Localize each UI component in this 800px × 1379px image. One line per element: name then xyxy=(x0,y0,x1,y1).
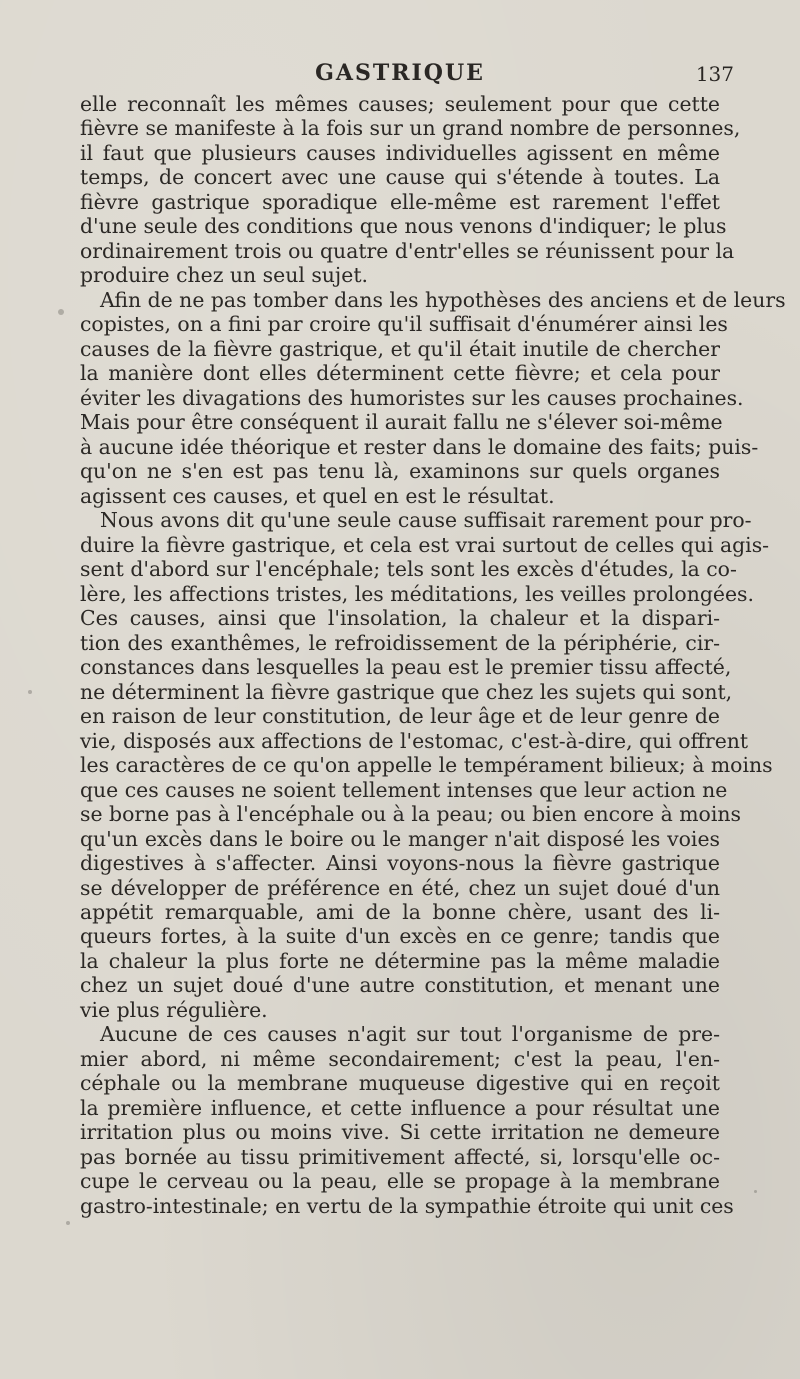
text-line: irritation plus ou moins vive. Si cette irritation ne demeure xyxy=(80,1120,720,1145)
paragraph xyxy=(80,92,741,288)
text-line: qu'un excès dans le boire ou le manger n'ait disposé les voies xyxy=(80,826,720,851)
text-line: se borne pas à l'encéphale ou à la peau; ou bien encore à moins xyxy=(80,802,741,827)
text-line: que ces causes ne soient tellement intenses que leur action ne xyxy=(80,777,728,802)
text-line: céphale ou la membrane muqueuse digestive qui en reçoit xyxy=(80,1071,720,1096)
text-line: causes de la fièvre gastrique, et qu'il était inutile de chercher xyxy=(80,336,720,361)
text-line: Afin de ne pas tomber dans les hypothèses des anciens et de leurs xyxy=(100,287,786,312)
text-line: en raison de leur constitution, de leur âge et de leur genre de xyxy=(80,704,720,729)
paragraph xyxy=(80,1022,734,1218)
text-line: cupe le cerveau ou la peau, elle se propage à la membrane xyxy=(80,1169,720,1194)
text-line: il faut que plusieurs causes individuelles agissent en même xyxy=(80,140,720,165)
text-line: gastro-intestinale; en vertu de la sympathie étroite qui unit ces xyxy=(80,1193,734,1218)
text-line: Mais pour être conséquent il aurait fallu ne s'élever soi-même xyxy=(80,410,723,435)
text-line: lère, les affections tristes, les méditations, les veilles prolongées. xyxy=(80,581,754,606)
text-line: Aucune de ces causes n'agit sur tout l'organisme de pre- xyxy=(100,1022,720,1047)
text-line: chez un sujet doué d'une autre constitution, et menant une xyxy=(80,973,720,998)
paragraph xyxy=(80,287,786,508)
text-line: mier abord, ni même secondairement; c'est la peau, l'en- xyxy=(80,1046,720,1071)
text-line: constances dans lesquelles la peau est le premier tissu affecté, xyxy=(80,655,732,680)
text-line: duire la fièvre gastrique, et cela est vrai surtout de celles qui agis- xyxy=(80,532,770,557)
text-line: Nous avons dit qu'une seule cause suffisait rarement pour pro- xyxy=(100,508,752,533)
text-line: pas bornée au tissu primitivement affecté, si, lorsqu'elle oc- xyxy=(80,1144,720,1169)
text-line: les caractères de ce qu'on appelle le tempérament bilieux; à moins xyxy=(80,753,773,778)
text-line: se développer de préférence en été, chez un sujet doué d'un xyxy=(80,875,720,900)
text-line: digestives à s'affecter. Ainsi voyons-nous la fièvre gastrique xyxy=(80,851,720,876)
text-line: agissent ces causes, et quel en est le résultat. xyxy=(80,483,555,508)
text-line: qu'on ne s'en est pas tenu là, examinons sur quels organes xyxy=(80,459,720,484)
text-line: copistes, on a fini par croire qu'il suffisait d'énumérer ainsi les xyxy=(80,312,728,337)
text-line: à aucune idée théorique et rester dans le domaine des faits; puis- xyxy=(80,434,759,459)
text-line: ne déterminent la fièvre gastrique que chez les sujets qui sont, xyxy=(80,679,733,704)
text-line: queurs fortes, à la suite d'un excès en ce genre; tandis que xyxy=(80,924,720,949)
text-line: la chaleur la plus forte ne détermine pas la même maladie xyxy=(80,948,720,973)
text-line: d'une seule des conditions que nous venons d'indiquer; le plus xyxy=(80,214,727,239)
text-line: temps, de concert avec une cause qui s'étende à toutes. La xyxy=(80,165,720,190)
text-line: vie, disposés aux affections de l'estomac, c'est-à-dire, qui offrent xyxy=(80,728,749,753)
text-line: fièvre gastrique sporadique elle-même est rarement l'effet xyxy=(80,189,720,214)
text-line: elle reconnaît les mêmes causes; seulement pour que cette xyxy=(80,92,720,116)
text-line: fièvre se manifeste à la fois sur un grand nombre de personnes, xyxy=(80,116,741,141)
text-line: vie plus régulière. xyxy=(80,997,268,1022)
text-line: appétit remarquable, ami de la bonne chère, usant des li- xyxy=(80,899,720,924)
text-line: éviter les divagations des humoristes sur les causes prochaines. xyxy=(80,385,744,410)
text-line: la première influence, et cette influence a pour résultat une xyxy=(80,1095,720,1120)
text-line: tion des exanthêmes, le refroidissement de la périphérie, cir- xyxy=(80,630,720,655)
text-line: sent d'abord sur l'encéphale; tels sont les excès d'études, la co- xyxy=(80,557,737,582)
paper-speck xyxy=(754,1190,757,1193)
running-title: GASTRIQUE xyxy=(315,60,485,86)
text-line: la manière dont elles déterminent cette fièvre; et cela pour xyxy=(80,361,720,386)
page-header xyxy=(60,60,740,94)
text-line: produire chez un seul sujet. xyxy=(80,263,368,288)
paper-speck xyxy=(28,690,32,694)
body-text xyxy=(80,92,786,1218)
paper-speck xyxy=(66,1221,70,1225)
text-line: Ces causes, ainsi que l'insolation, la chaleur et la dispari- xyxy=(80,606,720,631)
paper-speck xyxy=(58,309,64,315)
text-line: ordinairement trois ou quatre d'entr'elles se réunissent pour la xyxy=(80,238,735,263)
page-number: 137 xyxy=(695,62,734,86)
paragraph xyxy=(80,508,773,1022)
